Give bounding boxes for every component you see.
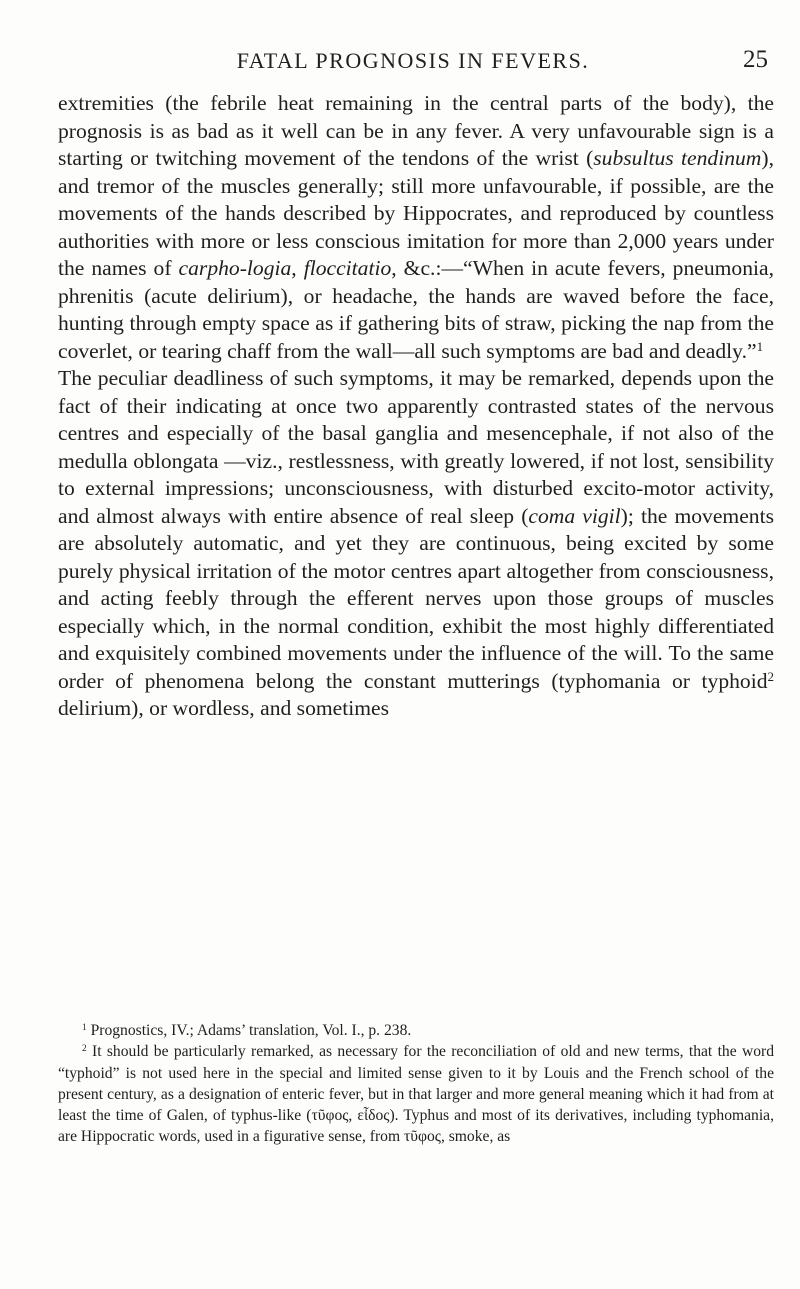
text-segment: ), and tremor of the muscles generally; still more unfavourable, if possible, are the movements of the hands described by Hippocrates, and reproduced by countless authorities with more or less conscious imitation for more than 2,000 years under the names of — [58, 146, 774, 280]
body-text — [58, 90, 774, 723]
footnote-text: It should be particularly remarked, as necessary for the reconciliation of old and new terms, that the word “typhoid” is not used here in the special and limited sense given to it by Louis and the French school of the present century, as a designation of enteric fever, but in that larger and more general meaning which it had from at least the time of Galen, of typhus-like (τῦφος, εἶδος). Typhus and most of its derivatives, including typhomania, are Hippocratic words, used in a figurative sense, from τῦφος, smoke, as — [58, 1043, 774, 1146]
footnote-mark: 1 — [82, 1022, 87, 1033]
text-segment: , — [291, 256, 304, 280]
latin-term: coma vigil — [528, 503, 621, 528]
footnote-mark: 2 — [82, 1044, 87, 1055]
text-segment: , &c.:—“When in acute fevers, pneumonia, phrenitis (acute delirium), or headache, the hands are waved before the face, hunting through empty space as if gathering bits of straw, picking the nap from the coverlet, or tearing chaff from the wall—all such symptoms are bad and deadly.” — [58, 256, 775, 363]
text-segment: extremities (the febrile heat remaining in the central parts of the body), the prognosis is as bad as it well can be in any fever. A very unfavourable sign is a starting or twitching movement of the tendons of the wrist ( — [58, 91, 774, 170]
footnotes — [58, 1020, 774, 1148]
text-segment: The peculiar deadliness of such symptoms, it may be remarked, depends upon the fact of their indicating at once two apparently contrasted states of the nervous centres and especially of the basal ganglia and mesencephale, if not also of the medulla oblongata —viz., restlessness, with greatly lowered, if not lost, sensibility to external impressions; unconsciousness, with disturbed excito-motor activity, and almost always with entire absence of real sleep ( — [58, 366, 774, 528]
text-segment: delirium), or wordless, and sometimes — [58, 696, 390, 720]
latin-term: carpho-logia — [178, 256, 292, 280]
latin-term: subsultus tendinum — [593, 146, 762, 170]
page-number: 25 — [743, 46, 768, 73]
paragraph-deadliness — [58, 365, 774, 723]
footnote-2 — [58, 1041, 774, 1147]
running-title: FATAL PROGNOSIS IN FEVERS. — [236, 48, 590, 73]
footnote-ref-2[interactable]: 2 — [767, 668, 774, 684]
running-head — [58, 44, 768, 78]
text-segment: ); the movements are absolutely automatic, and yet they are continuous, being excited by some purely physical irritation of the motor centres apart altogether from consciousness, and acting feebly through the efferent nerves upon those groups of muscles especially which, in the normal condition, exhibit the most highly differentiated and exquisitely combined movements under the influence of the will. To the same order of phenomena belong the constant mutterings (typhomania or typhoid — [58, 503, 774, 693]
footnote-text: Prognostics, IV.; Adams’ translation, Vol. I., p. 238. — [86, 1022, 412, 1039]
paragraph-carphologia — [58, 90, 774, 365]
footnote-ref-1[interactable]: 1 — [756, 338, 764, 354]
latin-term: floccitatio — [303, 256, 392, 280]
footnote-1 — [58, 1020, 774, 1041]
